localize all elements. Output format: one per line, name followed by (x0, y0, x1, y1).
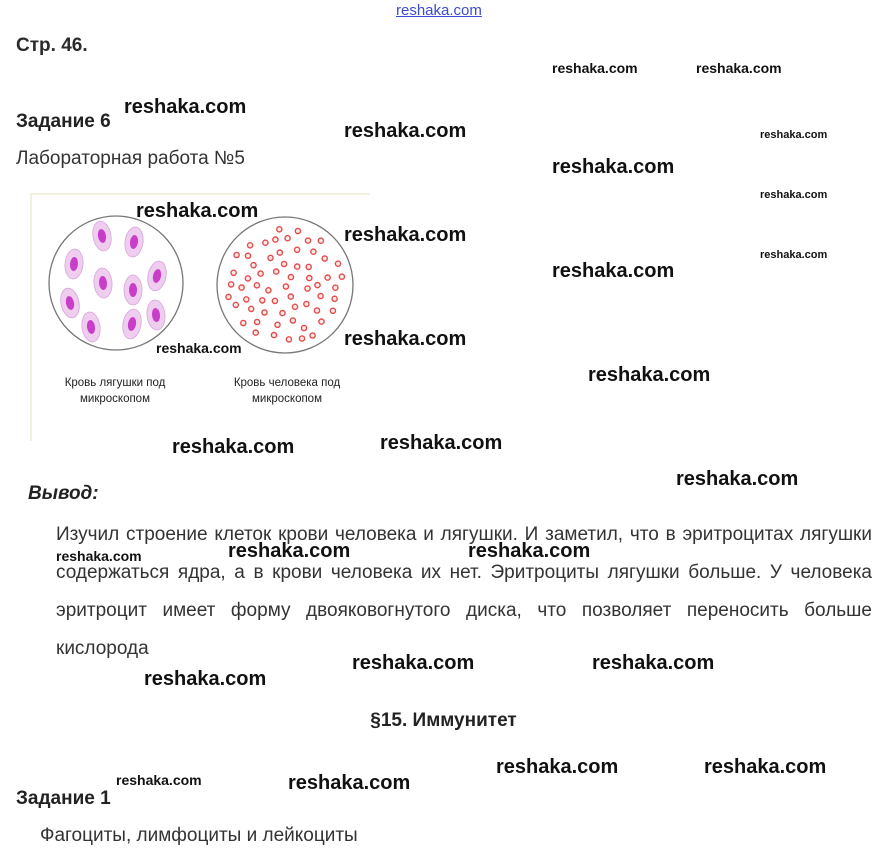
watermark: reshaka.com (760, 249, 828, 261)
human-erythrocyte (295, 264, 300, 269)
watermark: reshaka.com (144, 668, 267, 690)
human-erythrocyte (295, 228, 300, 233)
human-erythrocyte (332, 296, 337, 301)
frog-blood-caption: Кровь лягушки под микроскопом (64, 377, 166, 405)
human-erythrocyte (233, 302, 238, 307)
human-erythrocyte (330, 308, 335, 313)
human-erythrocyte (286, 337, 291, 342)
human-erythrocyte (319, 319, 324, 324)
human-erythrocyte (255, 319, 260, 324)
human-erythrocyte (260, 298, 265, 303)
human-erythrocyte (335, 261, 340, 266)
human-erythrocyte (295, 247, 300, 252)
human-erythrocyte (263, 240, 268, 245)
watermark: reshaka.com (676, 468, 799, 490)
watermark: reshaka.com (696, 60, 782, 76)
human-erythrocyte (272, 298, 277, 303)
human-erythrocyte (301, 325, 306, 330)
human-erythrocyte (244, 297, 249, 302)
human-erythrocyte (266, 288, 271, 293)
human-erythrocyte (339, 274, 344, 279)
microscope-figure (30, 193, 375, 443)
human-erythrocyte (249, 306, 254, 311)
watermark: reshaka.com (136, 200, 259, 222)
human-erythrocyte (288, 275, 293, 280)
watermark: reshaka.com (760, 129, 828, 141)
human-erythrocyte (245, 253, 250, 258)
human-erythrocyte (307, 276, 312, 281)
watermark: reshaka.com (344, 120, 467, 142)
watermark: reshaka.com (552, 156, 675, 178)
human-erythrocyte (275, 322, 280, 327)
human-erythrocyte (333, 285, 338, 290)
watermark: reshaka.com (588, 364, 711, 386)
human-erythrocyte (306, 264, 311, 269)
human-erythrocyte (268, 255, 273, 260)
watermark: reshaka.com (468, 540, 591, 562)
human-erythrocyte (253, 330, 258, 335)
task-1-answer: Фагоциты, лимфоциты и лейкоциты (40, 825, 358, 846)
human-erythrocyte (299, 336, 304, 341)
human-erythrocyte (310, 333, 315, 338)
human-erythrocyte (292, 304, 297, 309)
human-erythrocyte (258, 271, 263, 276)
watermark: reshaka.com (352, 652, 475, 674)
human-erythrocyte (277, 250, 282, 255)
human-erythrocyte (254, 283, 259, 288)
watermark: reshaka.com (496, 756, 619, 778)
watermark: reshaka.com (56, 548, 142, 564)
human-erythrocyte (280, 311, 285, 316)
watermark: reshaka.com (380, 432, 503, 454)
watermark: reshaka.com (156, 340, 242, 356)
human-erythrocyte (318, 293, 323, 298)
human-erythrocyte (315, 283, 320, 288)
page-number: Стр. 46. (16, 35, 88, 56)
human-erythrocyte (271, 333, 276, 338)
watermark: reshaka.com (288, 772, 411, 794)
human-erythrocyte (239, 285, 244, 290)
watermark: reshaka.com (228, 540, 351, 562)
human-erythrocyte (288, 294, 293, 299)
watermark: reshaka.com (760, 189, 828, 201)
watermark: reshaka.com (552, 60, 638, 76)
task-6-heading: Задание 6 (16, 111, 111, 132)
site-link[interactable]: reshaka.com (396, 2, 482, 19)
human-blood-caption: Кровь человека под микроскопом (233, 377, 341, 405)
human-erythrocyte (318, 238, 323, 243)
human-erythrocyte (251, 263, 256, 268)
watermark: reshaka.com (704, 756, 827, 778)
human-erythrocyte (282, 261, 287, 266)
watermark: reshaka.com (592, 652, 715, 674)
human-erythrocyte (248, 243, 253, 248)
watermark: reshaka.com (116, 772, 202, 788)
human-erythrocyte (314, 308, 319, 313)
human-erythrocyte (290, 318, 295, 323)
task-1-heading: Задание 1 (16, 788, 111, 809)
conclusion-label: Вывод: (28, 483, 99, 504)
human-erythrocyte (245, 276, 250, 281)
human-erythrocyte (325, 275, 330, 280)
human-erythrocyte (277, 227, 282, 232)
human-erythrocyte (304, 301, 309, 306)
human-erythrocyte (226, 294, 231, 299)
human-erythrocyte (274, 269, 279, 274)
human-erythrocyte (305, 286, 310, 291)
human-erythrocyte (241, 320, 246, 325)
section-title: §15. Иммунитет (370, 710, 517, 731)
watermark: reshaka.com (344, 328, 467, 350)
human-erythrocyte (229, 282, 234, 287)
human-erythrocyte (322, 256, 327, 261)
human-erythrocyte (273, 237, 278, 242)
watermark: reshaka.com (344, 224, 467, 246)
frog-erythrocyte (124, 275, 142, 305)
watermark: reshaka.com (552, 260, 675, 282)
watermark: reshaka.com (124, 96, 247, 118)
human-erythrocyte (285, 236, 290, 241)
lab-work-title: Лабораторная работа №5 (16, 148, 245, 169)
human-erythrocyte (234, 252, 239, 257)
conclusion-text: Изучил строение клеток крови человека и лягушки. И заметил, что в эритроцитах лягушки содержаться ядра, а в крови человека их нет. Эритроциты лягушки больше. У человека эритроцит имеет форму двояковогнутого диска, что позволяет переносить больше кислорода (56, 524, 872, 659)
human-erythrocyte (305, 238, 310, 243)
human-erythrocyte (283, 284, 288, 289)
watermark: reshaka.com (172, 436, 295, 458)
human-erythrocyte (311, 249, 316, 254)
human-erythrocyte (262, 310, 267, 315)
human-erythrocyte (231, 270, 236, 275)
